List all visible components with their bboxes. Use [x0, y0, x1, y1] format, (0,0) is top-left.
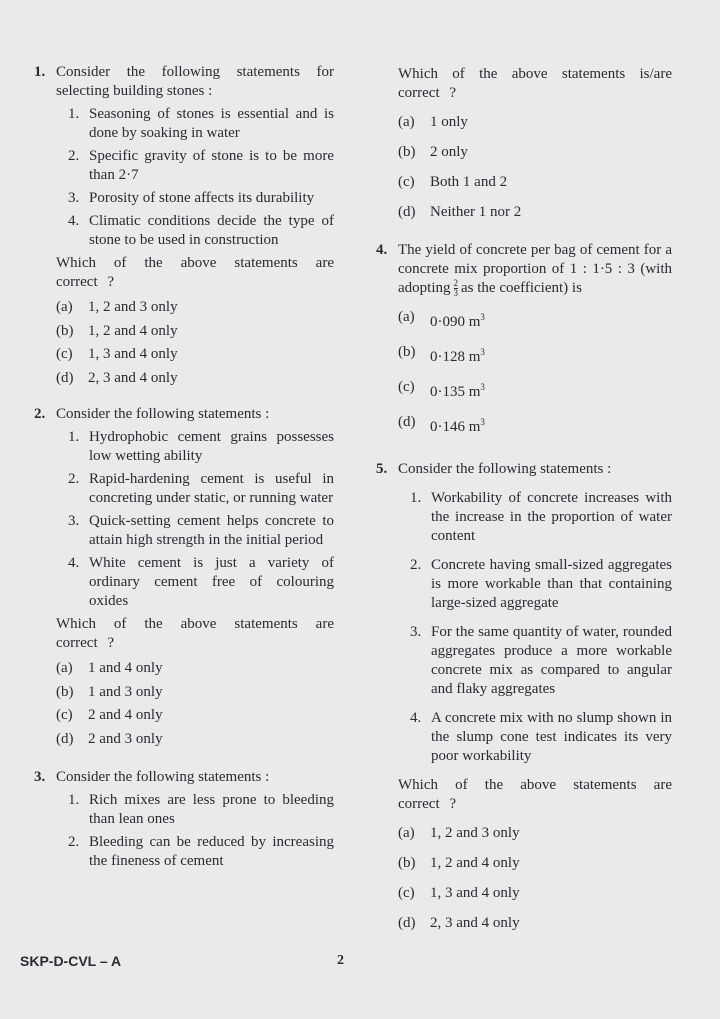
statement-text: Workability of concrete increases with the increase in the proportion of water content: [431, 490, 672, 545]
option-text: 1, 2 and 3 only: [88, 299, 178, 315]
fraction: [454, 279, 459, 298]
statement-number: 4.: [410, 710, 422, 727]
option-label: (c): [398, 379, 415, 396]
option-label: (c): [56, 707, 73, 723]
statement: [68, 791, 334, 829]
option-text: 1, 3 and 4 only: [430, 885, 520, 902]
unit: m: [468, 384, 481, 401]
option-a[interactable]: [56, 657, 334, 681]
option-list: [56, 296, 334, 390]
unit: m: [468, 349, 481, 366]
option-d[interactable]: [56, 728, 334, 752]
option-text: 2 and 4 only: [88, 707, 163, 723]
question-text-part: as the coefficient) is: [461, 280, 582, 296]
option-label: (d): [56, 369, 74, 386]
option-label: (d): [398, 915, 416, 932]
question-number: 2.: [34, 406, 46, 422]
option-b[interactable]: [56, 320, 334, 344]
option-a[interactable]: [398, 302, 672, 337]
statement: [410, 623, 672, 699]
option-label: (b): [56, 683, 74, 700]
option-d[interactable]: [56, 367, 334, 391]
statement: [410, 489, 672, 546]
option-text: 1 and 3 only: [88, 683, 163, 700]
option-label: (a): [398, 825, 415, 842]
option-text: 2, 3 and 4 only: [430, 915, 520, 932]
option-value: 0·090: [430, 314, 465, 331]
question-number: 1.: [34, 64, 46, 80]
question-3-continued: [376, 65, 672, 227]
option-a[interactable]: [398, 107, 672, 137]
question-text: Consider the following statements :: [56, 406, 270, 422]
option-text: 1 only: [430, 114, 468, 130]
statement-text: White cement is just a variety of ordinary cement free of colouring oxides: [89, 555, 334, 609]
statement-text: Rapid-hardening cement is useful in concreting under static, or running water: [89, 471, 334, 506]
unit-power: 3: [480, 417, 485, 428]
statement: [68, 554, 334, 611]
paper-code: SKP-D-CVL – A: [20, 953, 122, 969]
option-d[interactable]: [398, 908, 672, 938]
statement-number: 2.: [68, 834, 80, 850]
fraction-denominator: 3: [453, 288, 458, 299]
statement-text: Hydrophobic cement grains possesses low wetting ability: [89, 429, 334, 464]
statement-list: [410, 489, 672, 766]
page-number: 2: [337, 953, 344, 968]
option-label: (b): [56, 322, 74, 339]
statement: [68, 428, 334, 466]
question-text: Consider the following statements :: [398, 461, 612, 478]
question-number: 5.: [376, 461, 388, 478]
option-label: (d): [398, 204, 416, 220]
option-text: Both 1 and 2: [430, 174, 508, 190]
option-d[interactable]: [398, 197, 672, 227]
statement: [410, 709, 672, 766]
statement-text: Climatic conditions decide the type of stone to be used in construction: [89, 213, 334, 248]
statement-number: 1.: [410, 490, 422, 507]
option-text: [430, 302, 672, 337]
option-text: Neither 1 nor 2: [430, 204, 522, 220]
option-value: 0·146: [430, 419, 465, 436]
question-prompt: Which of the above statements is/are correct ?: [398, 66, 672, 101]
option-list: [398, 818, 672, 938]
statement-list: [68, 428, 334, 611]
question-text: [398, 241, 672, 298]
statement-number: 3.: [68, 513, 80, 529]
option-label: (a): [398, 309, 415, 326]
option-label: (d): [56, 730, 74, 747]
unit: m: [468, 419, 481, 436]
option-label: (c): [398, 174, 415, 190]
statement-number: 4.: [68, 555, 80, 571]
statement-number: 1.: [68, 429, 80, 445]
statement: [68, 189, 334, 208]
statement: [68, 470, 334, 508]
statement-list: [68, 105, 334, 250]
option-b[interactable]: [56, 681, 334, 705]
statement: [68, 105, 334, 143]
option-b[interactable]: [398, 848, 672, 878]
question-number: 3.: [34, 769, 46, 785]
option-text: 2, 3 and 4 only: [88, 369, 178, 386]
option-text: 1, 3 and 4 only: [88, 346, 178, 362]
question-1: [34, 63, 334, 390]
statement-number: 3.: [410, 624, 422, 641]
statement-text: For the same quantity of water, rounded aggregates produce a more workable concrete mix as compared to angular and flaky aggregates: [431, 624, 672, 698]
option-c[interactable]: [56, 343, 334, 367]
statement: [410, 556, 672, 613]
question-2: [34, 405, 334, 751]
option-text: 1 and 4 only: [88, 660, 163, 676]
option-list: [398, 302, 672, 442]
option-label: (c): [398, 885, 415, 902]
option-text: 1, 2 and 4 only: [88, 322, 178, 339]
option-label: (a): [398, 114, 415, 130]
statement: [68, 147, 334, 185]
statement-text: Concrete having small-sized aggregates is more workable than that containing large-sized aggregate: [431, 557, 672, 612]
option-list: [56, 657, 334, 751]
option-value: 0·128: [430, 349, 465, 366]
option-c[interactable]: [398, 372, 672, 407]
question-number: 4.: [376, 242, 388, 258]
question-text: Consider the following statements for selecting building stones :: [56, 64, 334, 99]
question-5: [376, 460, 672, 938]
option-label: (b): [398, 144, 416, 160]
statement: [68, 212, 334, 250]
left-column: [34, 63, 334, 875]
option-text: [430, 337, 672, 372]
option-text: 1, 2 and 4 only: [430, 855, 520, 872]
option-text: [430, 407, 672, 442]
statement-text: Specific gravity of stone is to be more than 2·7: [89, 148, 334, 183]
statement-text: Rich mixes are less prone to bleeding than lean ones: [89, 792, 334, 827]
question-prompt: Which of the above statements are correct ?: [56, 616, 334, 651]
option-value: 0·135: [430, 384, 465, 401]
option-label: (b): [398, 855, 416, 872]
unit: m: [468, 314, 481, 331]
question-3: [34, 768, 334, 871]
statement-number: 2.: [410, 557, 422, 574]
question-text: Consider the following statements :: [56, 769, 270, 785]
option-c[interactable]: [398, 167, 672, 197]
option-b[interactable]: [398, 137, 672, 167]
option-text: 2 only: [430, 144, 468, 160]
statement-number: 4.: [68, 213, 80, 229]
statement-list: [68, 791, 334, 871]
option-b[interactable]: [398, 337, 672, 372]
statement-text: A concrete mix with no slump shown in the slump cone test indicates its very poor workability: [431, 710, 672, 765]
statement-number: 1.: [68, 792, 80, 808]
option-label: (c): [56, 346, 73, 362]
statement-number: 1.: [68, 106, 80, 122]
right-column: [376, 63, 672, 938]
option-label: (a): [56, 660, 73, 676]
fraction-numerator: 2: [453, 278, 458, 289]
option-label: (b): [398, 344, 416, 361]
unit-power: 3: [480, 382, 485, 393]
question-text-part: The yield of concrete per bag of cement for a concrete mix proportion of 1 : 1·5 : 3 (with adopting: [398, 242, 672, 296]
option-text: [430, 372, 672, 407]
option-c[interactable]: [56, 704, 334, 728]
option-label: (a): [56, 299, 73, 315]
option-label: (d): [398, 414, 416, 431]
question-4: [376, 241, 672, 442]
statement-text: Porosity of stone affects its durability: [89, 190, 315, 206]
option-c[interactable]: [398, 878, 672, 908]
statement-number: 2.: [68, 148, 80, 164]
option-list: [398, 107, 672, 227]
unit-power: 3: [480, 312, 485, 323]
option-a[interactable]: [398, 818, 672, 848]
statement-text: Seasoning of stones is essential and is done by soaking in water: [89, 106, 334, 141]
statement: [68, 833, 334, 871]
option-text: 2 and 3 only: [88, 730, 163, 747]
statement-text: Quick-setting cement helps concrete to attain high strength in the initial period: [89, 513, 334, 548]
unit-power: 3: [480, 347, 485, 358]
question-prompt: Which of the above statements are correct ?: [56, 255, 334, 290]
statement-number: 3.: [68, 190, 80, 206]
option-d[interactable]: [398, 407, 672, 442]
option-text: 1, 2 and 3 only: [430, 825, 520, 842]
statement-number: 2.: [68, 471, 80, 487]
question-prompt: Which of the above statements are correct ?: [398, 777, 672, 813]
option-a[interactable]: [56, 296, 334, 320]
statement: [68, 512, 334, 550]
statement-text: Bleeding can be reduced by increasing the fineness of cement: [89, 834, 334, 869]
